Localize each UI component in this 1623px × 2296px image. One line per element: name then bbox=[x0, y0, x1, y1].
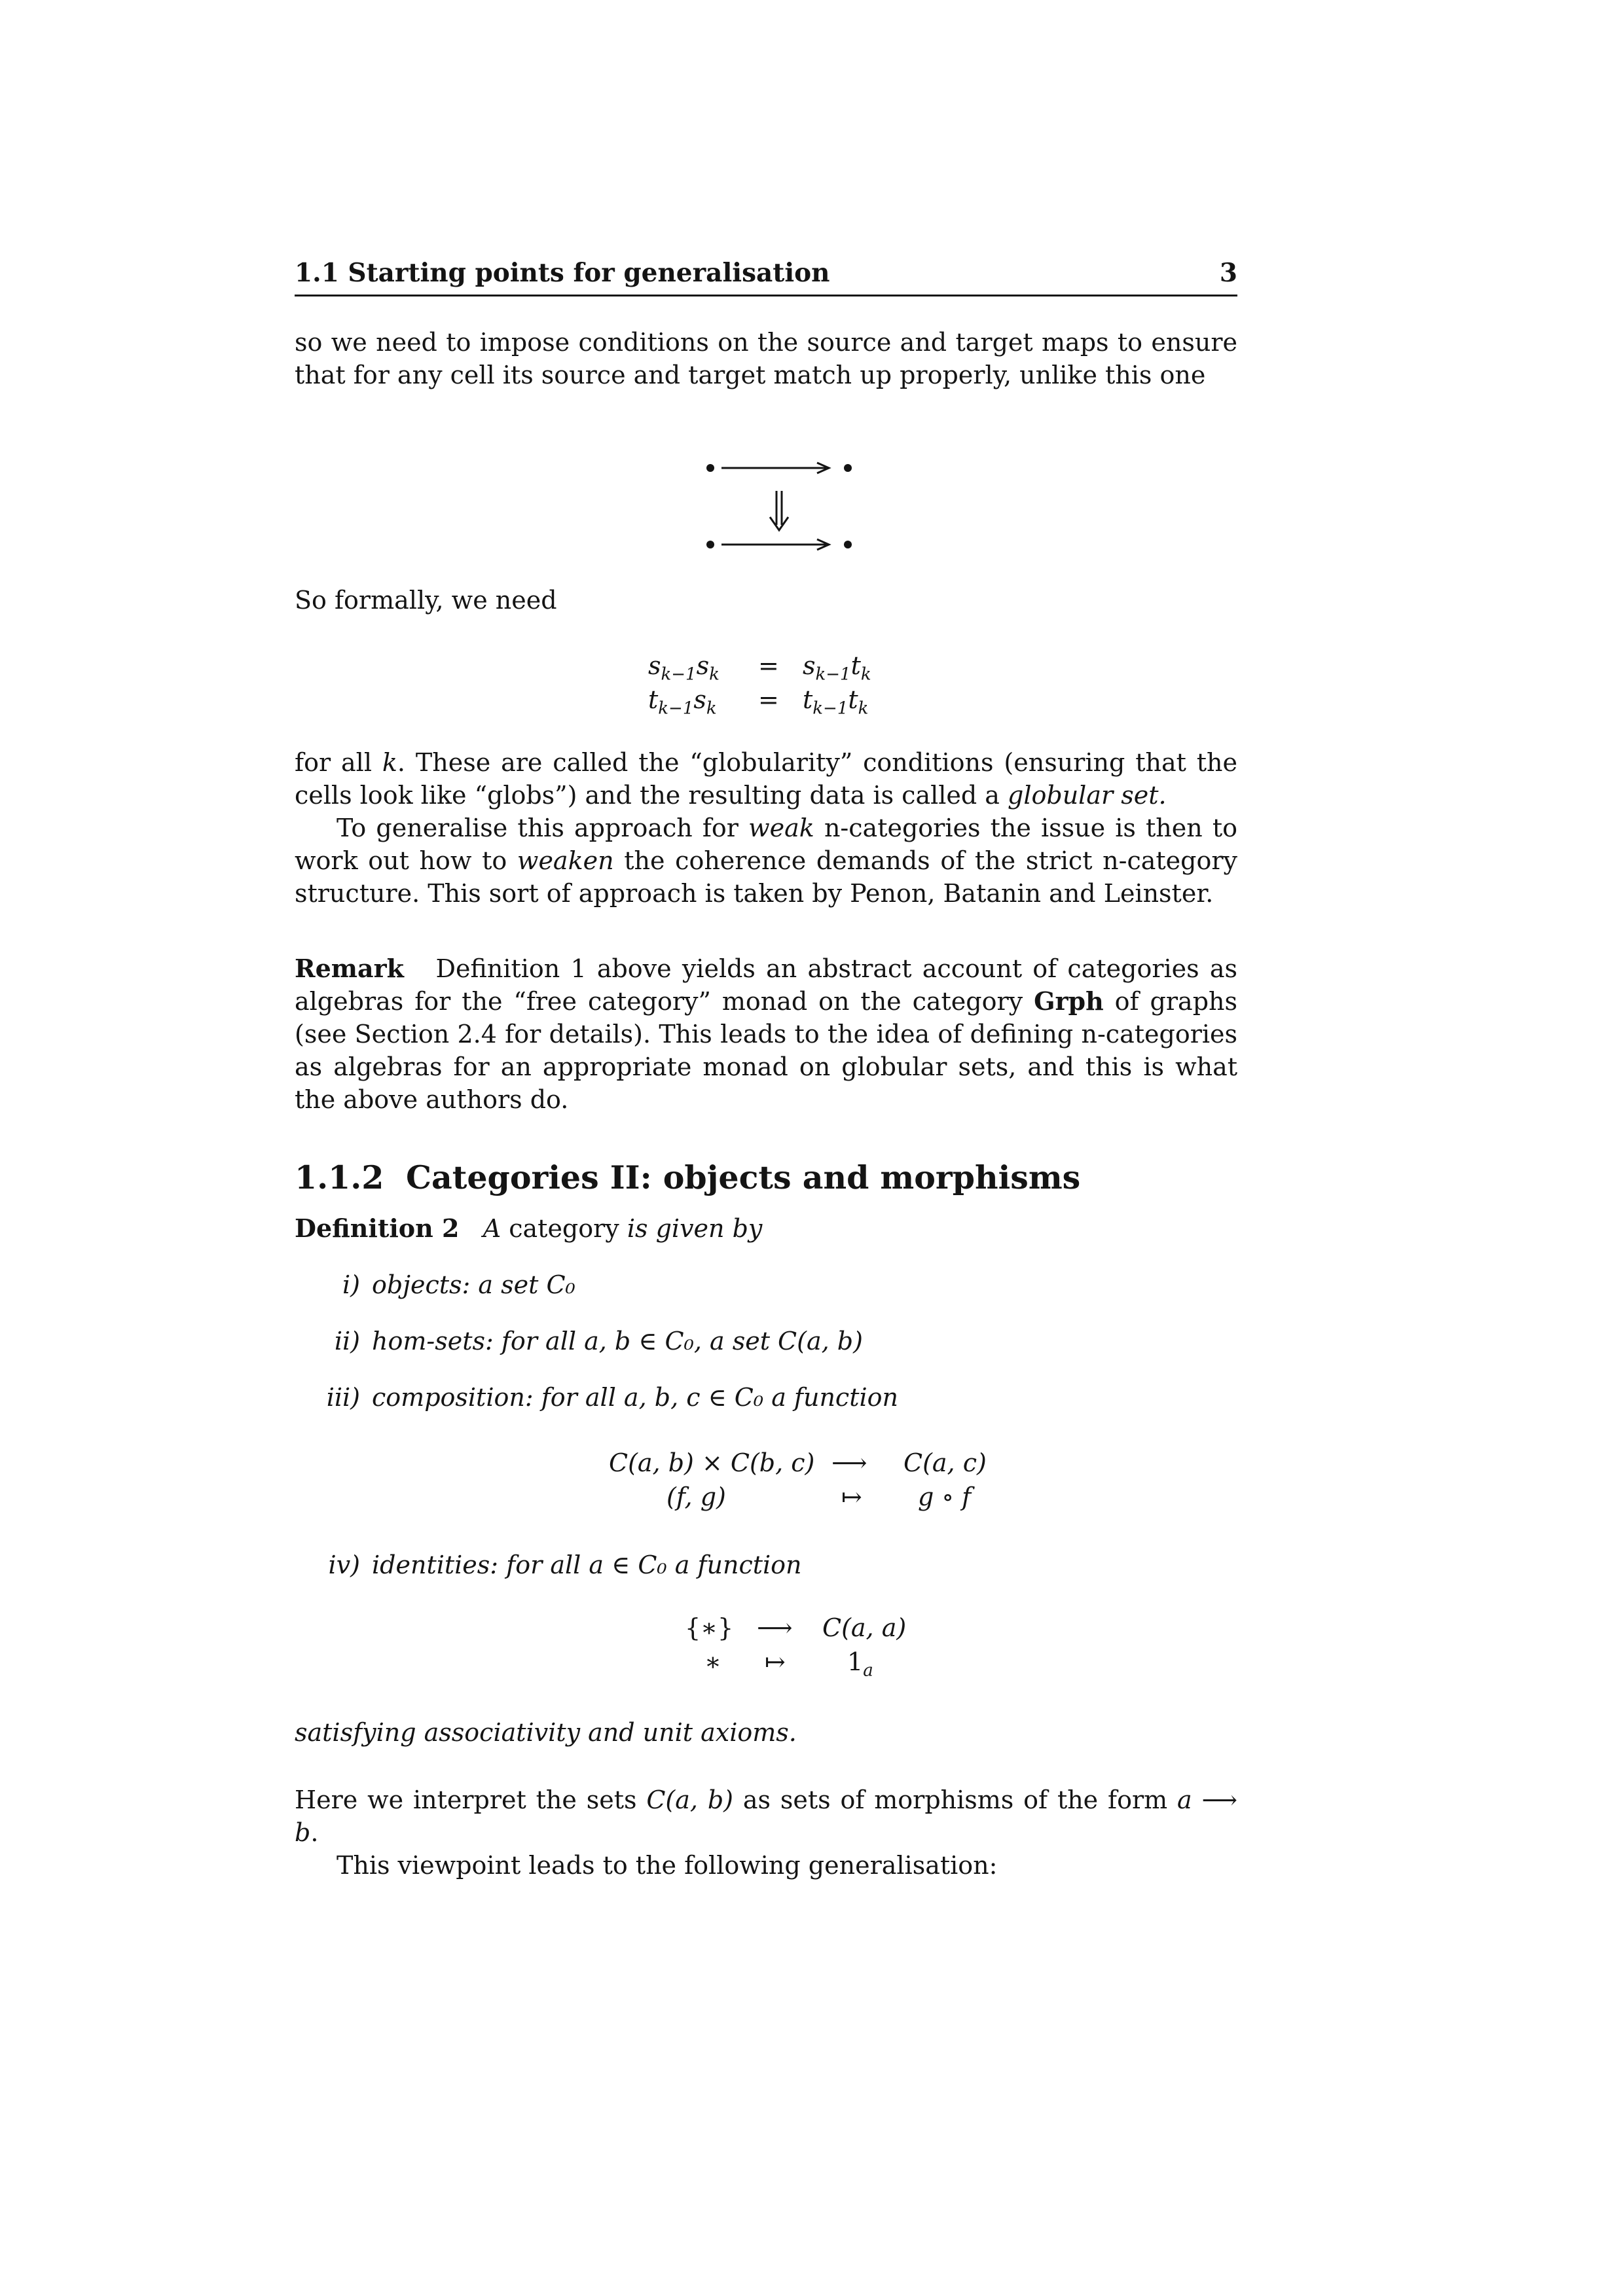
definition-item-composition: iii) composition: for all a, b, c ∈ C₀ a function bbox=[326, 1383, 898, 1412]
dot-bottom-right bbox=[844, 541, 852, 548]
paragraph-2: So formally, we need bbox=[295, 586, 557, 615]
subsection-heading bbox=[295, 1158, 1080, 1196]
paragraph-1: so we need to impose conditions on the source and target maps to ensure that for any cell its source and target match up properly, unlike this one bbox=[295, 328, 1237, 389]
paragraph-final bbox=[295, 1784, 1237, 1882]
subsection-title: Categories II: objects and morphisms bbox=[406, 1158, 1081, 1196]
term-globular-set: globular set. bbox=[1008, 781, 1167, 810]
eq1-lhs: $s_{k-1}s_k$ bbox=[648, 651, 720, 685]
definition-intro: Definition 2 A category is given by bbox=[295, 1213, 763, 1243]
composition-mapsto: ↦ bbox=[841, 1482, 862, 1511]
composition-arrow: ⟶ bbox=[831, 1448, 867, 1477]
identity-mapsto: ↦ bbox=[765, 1647, 786, 1676]
remark: Remark Definition 1 above yields an abstract account of categories as algebras for the “free category” monad on the category Grph of graphs (see Section 2.4 for details). This leads to the idea of defining n-categories as algebras for an appropriate monad on globular sets, and this is what the above authors do. bbox=[295, 954, 1238, 1114]
composition-codomain: C(a, c) bbox=[903, 1448, 987, 1477]
page-number: 3 bbox=[1219, 258, 1237, 288]
running-head bbox=[295, 254, 1237, 296]
paragraph-3b: To generalise this approach for weak n-categories the issue is then to work out how to weaken the coherence demands of the strict n-category structure. This sort of approach is taken by Penon, Batanin and Leinster. bbox=[295, 814, 1237, 908]
paragraph-final-a: Here we interpret the sets C(a, b) as sets of morphisms of the form a ⟶ b. bbox=[295, 1785, 1237, 1847]
definition-item-objects: i) objects: a set C₀ bbox=[342, 1270, 575, 1299]
grph-term: Grph bbox=[1034, 986, 1104, 1016]
identity-arrow: ⟶ bbox=[757, 1613, 793, 1642]
dot-top-right bbox=[844, 464, 852, 472]
identity-image: $1_a$ bbox=[847, 1647, 873, 1681]
definition-item-identities: iv) identities: for all a ∈ C₀ a function bbox=[328, 1551, 802, 1579]
definition-label: Definition 2 bbox=[295, 1213, 460, 1243]
subsection-number: 1.1.2 bbox=[295, 1158, 384, 1196]
paragraph-3 bbox=[295, 746, 1237, 910]
dot-bottom-left bbox=[706, 541, 714, 548]
composition-image: g ∘ f bbox=[918, 1482, 972, 1511]
composition-domain: C(a, b) × C(b, c) bbox=[609, 1448, 815, 1477]
identity-domain: {∗} bbox=[685, 1613, 734, 1642]
composition-element: (f, g) bbox=[666, 1482, 726, 1511]
eq2-rhs: $t_{k-1}t_k$ bbox=[803, 685, 869, 719]
eq1-equals: = bbox=[758, 651, 779, 680]
page bbox=[295, 0, 1237, 2296]
eq2-equals: = bbox=[758, 685, 779, 714]
section-title: 1.1 Starting points for generalisation bbox=[295, 258, 830, 288]
eq1-rhs: $s_{k-1}t_k$ bbox=[803, 651, 871, 685]
identity-element: ∗ bbox=[704, 1647, 721, 1676]
globularity-equations bbox=[648, 649, 936, 721]
defined-term: category bbox=[509, 1214, 619, 1243]
composition-map bbox=[609, 1446, 1015, 1518]
definition-item-hom-sets: ii) hom-sets: for all a, b ∈ C₀, a set C(a, b) bbox=[334, 1327, 863, 1355]
identity-codomain: C(a, a) bbox=[822, 1613, 907, 1642]
dot-top-left bbox=[706, 464, 714, 472]
identity-map bbox=[685, 1611, 921, 1683]
remark-label: Remark bbox=[295, 954, 404, 983]
paragraph-final-b: This viewpoint leads to the following generalisation: bbox=[337, 1851, 998, 1880]
double-arrow-head bbox=[770, 517, 788, 530]
paragraph-3a: for all k. These are called the “globularity” conditions (ensuring that the cells look like “globs”) and the resulting data is called a globular set. bbox=[295, 748, 1238, 810]
eq2-lhs: $t_{k-1}s_k$ bbox=[648, 685, 717, 719]
non-globular-diagram bbox=[701, 445, 858, 576]
definition-closing: satisfying associativity and unit axioms. bbox=[295, 1718, 797, 1747]
